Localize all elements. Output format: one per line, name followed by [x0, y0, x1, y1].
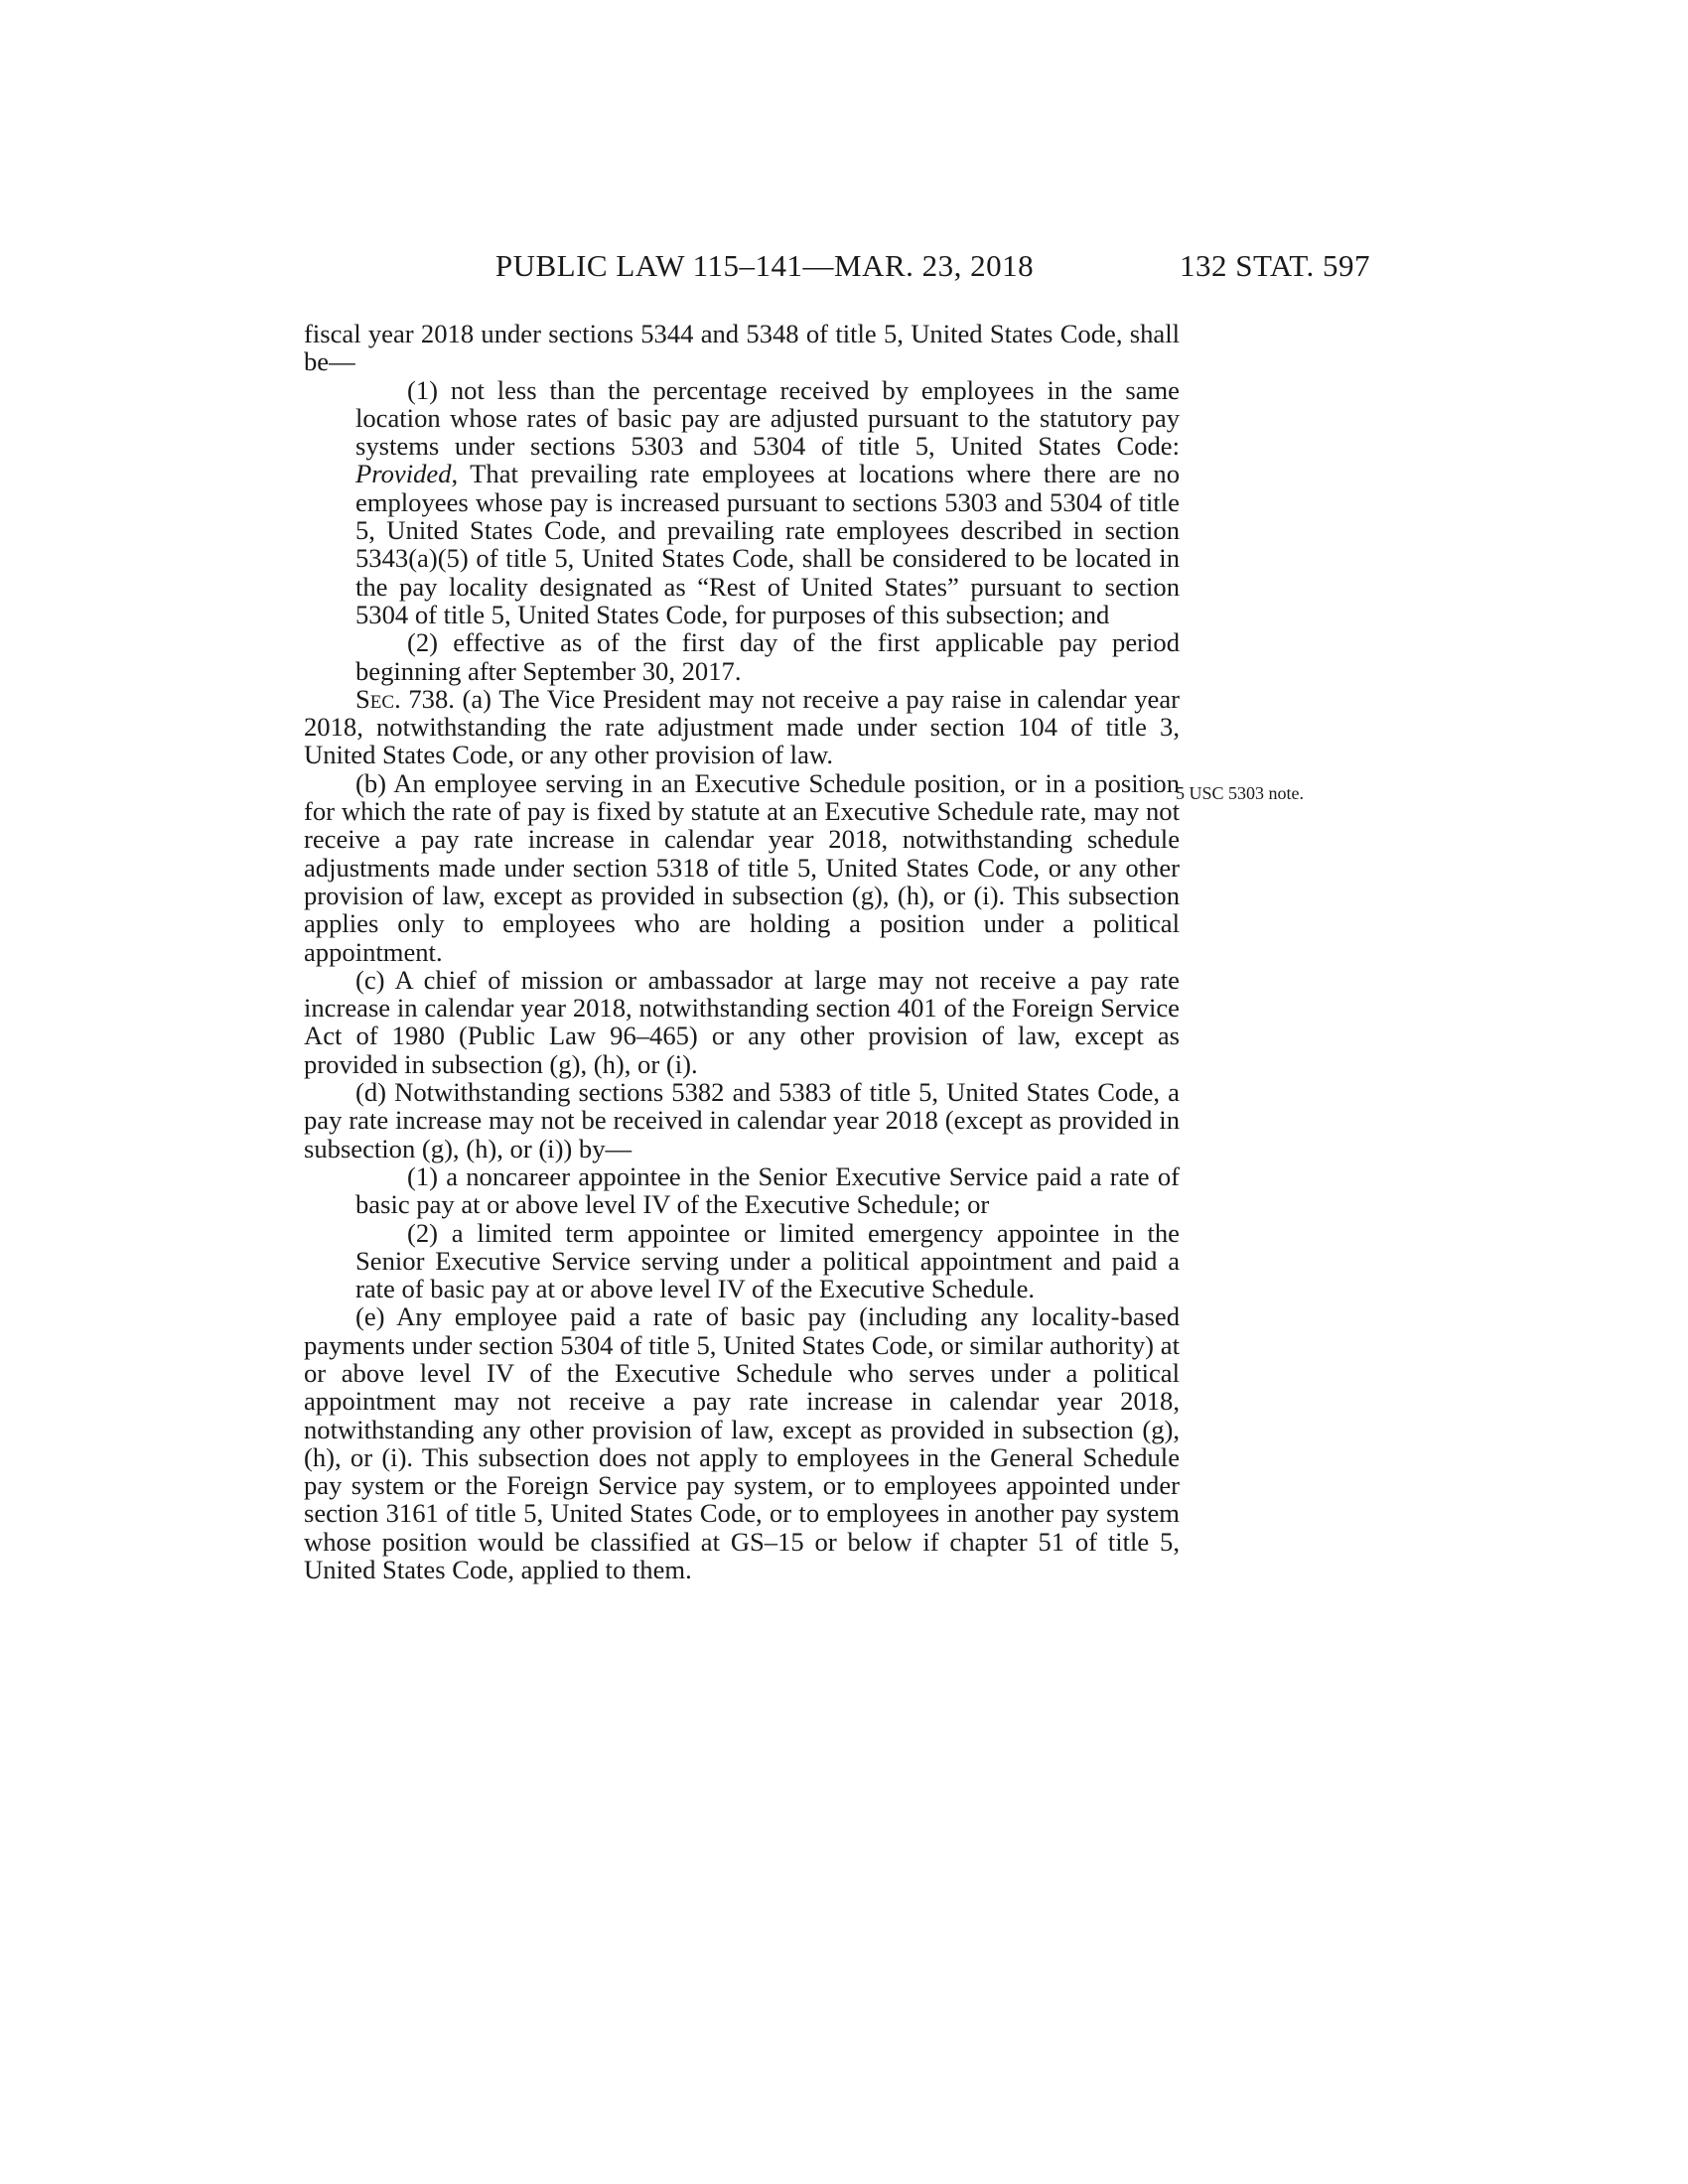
paragraph-1: [304, 376, 1180, 629]
subsection-c: (c) A chief of mission or ambassador at large may not receive a pay rate increase in calendar year 2018, notwithstanding section 401 of the Foreign Service Act of 1980 (Public Law 96–465) or any other provision of law, except as provided in subsection (g), (h), or (i).: [304, 964, 1180, 1079]
provided-italic: Provided: [355, 459, 452, 489]
paragraph-2: (2) effective as of the first day of the first applicable pay period beginning after September 30, 2017.: [355, 627, 1180, 686]
subsection-e: (e) Any employee paid a rate of basic pay (including any locality-based payments under section 5304 of title 5, United States Code, or similar authority) at or above level IV of the Executive Schedule who serves under a political appointment may not receive a pay rate increase in calendar year 2018, notwithstanding any other provision of law, except as provided in subsection (g), (h), or (i). This subsection does not apply to employees in the General Schedule pay system or the Foreign Service pay system, or to employees appointed under section 3161 of title 5, United States Code, or to employees in another pay system whose position would be classified at GS–15 or below if chapter 51 of title 5, United States Code, applied to them.: [304, 1301, 1180, 1585]
margin-note: 5 USC 5303 note.: [1176, 783, 1305, 803]
section-label: Sec: [355, 683, 395, 714]
section-738-text: . 738. (a) The Vice President may not receive a pay raise in calendar year 2018, notwithstanding the rate adjustment made under section 104 of title 3, United States Code, or any other provision of law.: [304, 683, 1180, 770]
subsection-d: (d) Notwithstanding sections 5382 and 5383 of title 5, United States Code, a pay rate increase may not be received in calendar year 2018 (except as provided in subsection (g), (h), or (i)) by—: [304, 1077, 1180, 1163]
paragraph-continuation: fiscal year 2018 under sections 5344 and 5348 of title 5, United States Code, shall be—: [304, 319, 1180, 377]
statute-page-number: 132 STAT. 597: [1179, 248, 1370, 283]
subsection-d-1: (1) a noncareer appointee in the Senior Executive Service paid a rate of basic pay at or above level IV of the Executive Schedule; or: [355, 1160, 1180, 1220]
running-title: PUBLIC LAW 115–141—MAR. 23, 2018: [494, 248, 1035, 283]
paragraph-1-text-b: , That prevailing rate employees at locations where there are no employees whose pay is increased pursuant to sections 5303 and 5304 of title 5, United States Code, and prevailing rate employees described in section 5343(a)(5) of title 5, United States Code, shall be considered to be located in the pay locality designated as “Rest of United States” pursuant to section 5304 of title 5, United States Code, for purposes of this subsection; and: [355, 459, 1180, 629]
subsection-b: (b) An employee serving in an Executive Schedule position, or in a position for which the rate of pay is fixed by statute at an Executive Schedule rate, may not receive a pay rate increase in calendar year 2018, notwithstanding schedule adjustments made under section 5318 of title 5, United States Code, or any other provision of law, except as provided in subsection (g), (h), or (i). This subsection applies only to employees who are holding a position under a political appointment.: [304, 767, 1180, 967]
section-738: [304, 685, 1180, 769]
document-body: [304, 320, 1180, 1583]
subsection-d-2: (2) a limited term appointee or limited emergency appointee in the Senior Executive Service serving under a political appointment and paid a rate of basic pay at or above level IV of the Executive Schedule.: [355, 1217, 1180, 1304]
page-header: [0, 248, 1688, 288]
paragraph-1-text-a: (1) not less than the percentage received by employees in the same location whose rates of basic pay are adjusted pursuant to the statutory pay systems under sections 5303 and 5304 of title 5, United States Code:: [355, 374, 1180, 462]
